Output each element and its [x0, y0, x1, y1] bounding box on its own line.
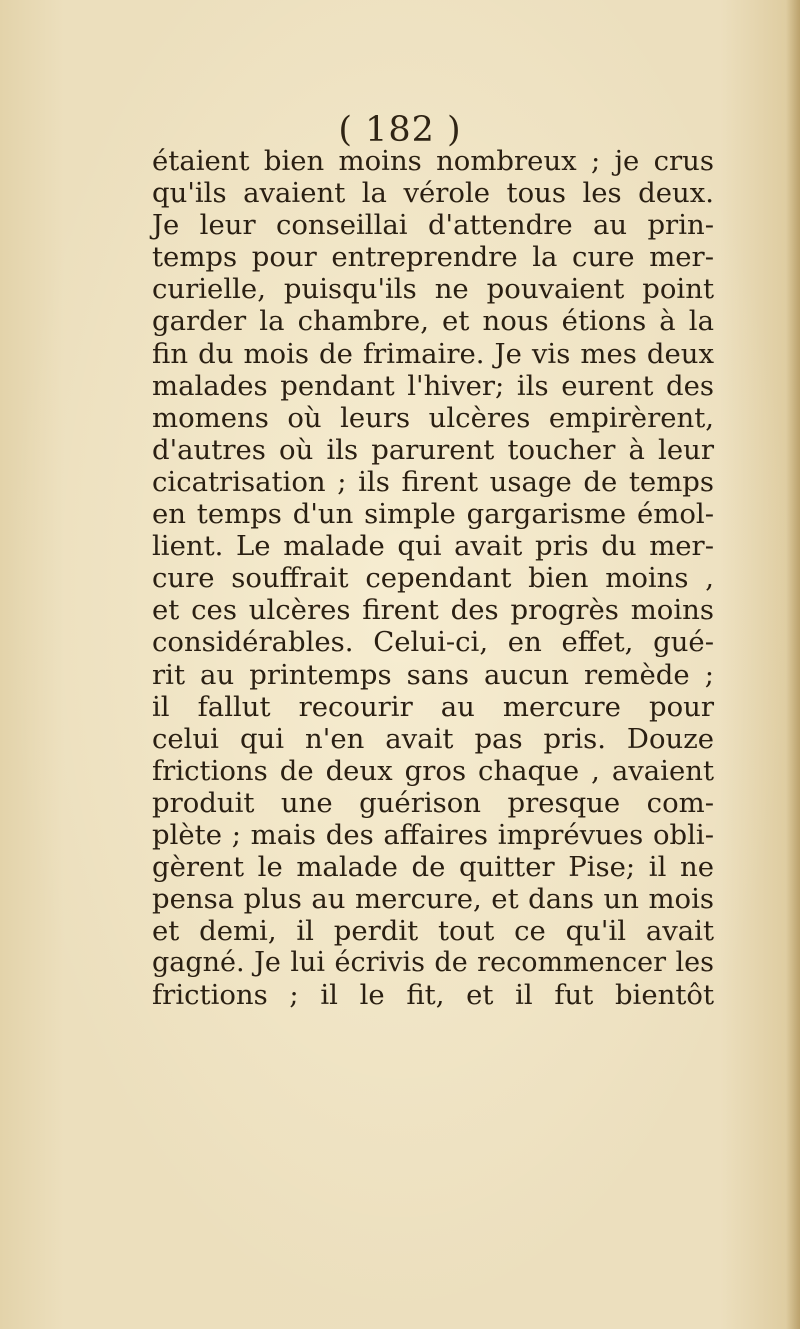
text-line: et ces ulcères firent des progrès moins	[152, 594, 714, 627]
text-line: gagné. Je lui écrivis de recommencer les	[152, 947, 714, 979]
text-line: momens où leurs ulcères empirèrent,	[152, 401, 714, 434]
text-line: malades pendant l'hiver; ils eurent des	[152, 369, 714, 402]
text-line: cure souffrait cependant bien moins ,	[152, 562, 714, 595]
text-line: d'autres où ils parurent toucher à leur	[152, 433, 714, 466]
text-line: temps pour entreprendre la cure mer-	[152, 241, 714, 274]
page-number: ( 182 )	[338, 110, 462, 150]
text-line: curielle, puisqu'ils ne pouvaient point	[152, 273, 714, 306]
text-line: garder la chambre, et nous étions à la	[152, 305, 714, 338]
text-line: il fallut recourir au mercure pour	[152, 690, 714, 723]
text-line: fin du mois de frimaire. Je vis mes deux	[152, 337, 714, 370]
page-edge-shadow	[786, 0, 800, 1329]
text-line: et demi, il perdit tout ce qu'il avait	[152, 915, 714, 948]
text-line: en temps d'un simple gargarisme émol-	[152, 498, 714, 531]
text-line: lient. Le malade qui avait pris du mer-	[152, 530, 714, 563]
text-line: pensa plus au mercure, et dans un mois	[152, 883, 714, 916]
text-line: qu'ils avaient la vérole tous les deux.	[152, 177, 714, 210]
text-line: gèrent le malade de quitter Pise; il ne	[152, 851, 714, 884]
text-line: Je leur conseillai d'attendre au prin-	[152, 209, 714, 242]
text-line: produit une guérison presque com-	[152, 786, 714, 819]
body-text	[152, 145, 714, 1012]
text-line: plète ; mais des affaires imprévues obli-	[152, 818, 714, 851]
text-line: étaient bien moins nombreux ; je crus	[152, 145, 714, 177]
text-line: frictions de deux gros chaque , avaient	[152, 754, 714, 787]
text-line: considérables. Celui-ci, en effet, gué-	[152, 626, 714, 659]
text-line: cicatrisation ; ils firent usage de temps	[152, 465, 714, 498]
text-line: frictions ; il le fit, et il fut bientôt	[152, 979, 714, 1012]
text-line: rit au printemps sans aucun remède ;	[152, 658, 714, 691]
text-line: celui qui n'en avait pas pris. Douze	[152, 722, 714, 755]
